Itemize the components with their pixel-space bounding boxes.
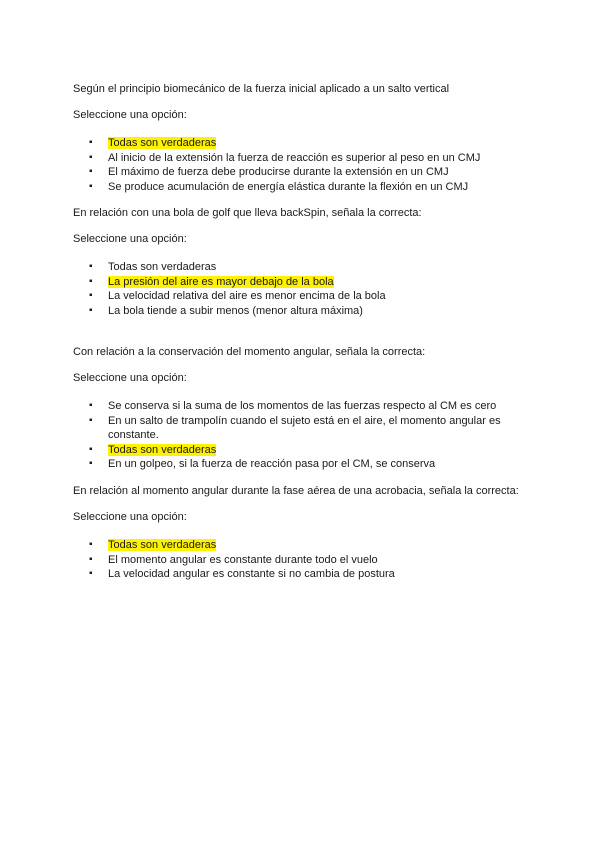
question-text: En relación con una bola de golf que lleva backSpin, señala la correcta: — [73, 207, 422, 219]
question-2 — [73, 206, 543, 318]
bullet-icon: ▪ — [89, 290, 93, 301]
option-label: La velocidad angular es constante si no cambia de postura — [108, 568, 395, 580]
option-item — [73, 457, 508, 472]
option-item — [73, 304, 508, 319]
question-text: Con relación a la conservación del momento angular, señala la correcta: — [73, 346, 426, 358]
bullet-icon: ▪ — [89, 568, 93, 579]
option-label: La velocidad relativa del aire es menor encima de la bola — [108, 290, 386, 302]
option-item — [73, 399, 508, 414]
option-label-highlighted: Todas son verdaderas — [108, 137, 217, 149]
bullet-icon: ▪ — [89, 400, 93, 411]
option-label: Se conserva si la suma de los momentos de las fuerzas respecto al CM es cero — [108, 400, 497, 412]
option-label: En un salto de trampolín cuando el sujeto está en el aire, el momento angular es constante. — [108, 414, 501, 441]
bullet-icon: ▪ — [89, 553, 93, 565]
options-list — [73, 538, 543, 582]
question-prompt: Seleccione una opción: — [73, 233, 187, 245]
option-item — [73, 165, 508, 180]
question-prompt: Seleccione una opción: — [73, 109, 187, 121]
option-item — [73, 538, 508, 553]
question-3 — [73, 345, 543, 472]
bullet-icon: ▪ — [89, 458, 93, 469]
bullet-icon: ▪ — [89, 443, 93, 455]
option-item — [73, 275, 508, 290]
option-label: Todas son verdaderas — [108, 261, 217, 273]
bullet-icon: ▪ — [89, 137, 93, 148]
option-item — [73, 553, 508, 568]
question-text: En relación al momento angular durante la fase aérea de una acrobacia, señala la correcta: — [73, 485, 519, 497]
option-label: Se produce acumulación de energía elástica durante la flexión en un CMJ — [108, 180, 469, 193]
option-label: Al inicio de la extensión la fuerza de reacción es superior al peso en un CMJ — [108, 151, 481, 164]
option-item — [73, 443, 508, 458]
bullet-icon: ▪ — [89, 275, 93, 287]
bullet-icon: ▪ — [89, 261, 93, 272]
option-label: La bola tiende a subir menos (menor altura máxima) — [108, 304, 363, 317]
question-1 — [73, 82, 543, 194]
option-label-highlighted: La presión del aire es mayor debajo de la bola — [108, 275, 334, 288]
option-label: El momento angular es constante durante todo el vuelo — [108, 553, 378, 566]
options-list — [73, 136, 543, 194]
bullet-icon: ▪ — [89, 414, 93, 426]
option-item — [73, 567, 508, 582]
option-label: El máximo de fuerza debe producirse durante la extensión en un CMJ — [108, 166, 449, 178]
option-item — [73, 260, 508, 275]
question-text: Según el principio biomecánico de la fuerza inicial aplicado a un salto vertical — [73, 83, 450, 95]
bullet-icon: ▪ — [89, 539, 93, 550]
option-label-highlighted: Todas son verdaderas — [108, 539, 217, 551]
option-item — [73, 289, 508, 304]
question-4 — [73, 484, 543, 582]
bullet-icon: ▪ — [89, 151, 93, 163]
bullet-icon: ▪ — [89, 166, 93, 177]
options-list — [73, 399, 543, 472]
option-item — [73, 414, 508, 443]
question-prompt: Seleccione una opción: — [73, 511, 187, 523]
option-item — [73, 151, 508, 166]
question-prompt: Seleccione una opción: — [73, 372, 187, 384]
option-label-highlighted: Todas son verdaderas — [108, 443, 217, 456]
options-list — [73, 260, 543, 318]
option-item — [73, 136, 508, 151]
bullet-icon: ▪ — [89, 180, 93, 192]
option-label: En un golpeo, si la fuerza de reacción pasa por el CM, se conserva — [108, 458, 436, 470]
bullet-icon: ▪ — [89, 304, 93, 316]
option-item — [73, 180, 508, 195]
